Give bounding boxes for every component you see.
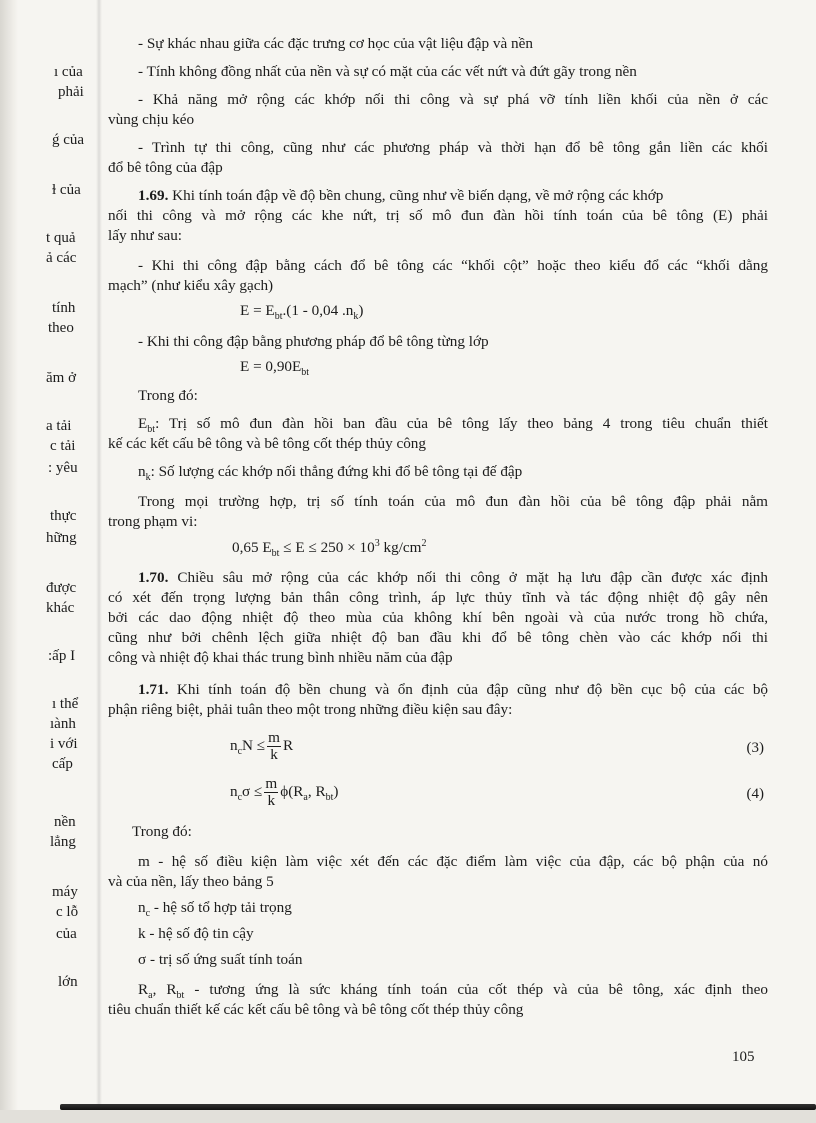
formula-sub: bt [274,311,283,323]
page-fold-shadow [96,0,102,1123]
formula-part: n [230,782,238,800]
text-line: kế các kết cấu bê tông và bê tông cốt thép thủy công [108,435,426,452]
symbol-sub: a [148,990,153,1000]
margin-fragment: ɫ của [52,182,81,198]
text-line: nối thi công và mở rộng các khe nứt, trị số mô đun đàn hồi tính toán của bê tông (E) phải [108,207,768,224]
equation-3 [230,730,293,763]
text-span: Chiều sâu mở rộng của các khớp nối thi công ở mặt hạ lưu đập cần được xác định [177,569,768,586]
symbol: n [138,899,146,916]
margin-fragment: được [46,580,77,596]
formula-sub: bt [301,367,310,379]
text-line: và của nền, lấy theo bảng 5 [108,873,274,890]
fraction-denominator: k [267,792,276,809]
symbol-sub: bt [176,990,185,1000]
text-span: Khi tính toán độ bền chung và ổn định của đập cũng như độ bền cục bộ của các bộ [176,681,768,698]
scan-bottom-strip [0,1110,816,1123]
text-line: có xét đến trọng lượng bản thân công trình, áp lực thủy tĩnh và tác động nhiệt độ gây nên [108,589,768,606]
fraction-numerator: m [265,775,278,792]
definition-r [138,980,768,1000]
text-line: - Trình tự thi công, cũng như các phương pháp và thời hạn đổ bê tông gắn liền các khối [138,139,768,156]
margin-fragment: ǵ của [52,132,85,148]
text-line: Trong đó: [132,823,192,840]
text-line: - Tính không đồng nhất của nền và sự có mặt của các vết nứt và đứt gãy trong nền [138,63,637,80]
margin-fragment: theo [48,320,74,336]
text-line: - Sự khác nhau giữa các đặc trưng cơ học của vật liệu đập và nền [138,35,533,52]
text-line: vùng chịu kéo [108,111,195,128]
fraction-numerator: m [268,729,280,746]
margin-fragment: khác [46,600,75,616]
margin-fragment: ıành [50,716,76,732]
margin-fragment: cấp [52,756,73,772]
symbol-sub: c [145,908,151,920]
formula-part: σ ≤ [242,782,263,800]
margin-fragment: ăm ở [46,370,77,386]
margin-fragment: ả các [46,250,77,266]
margin-fragment: tính [52,300,76,316]
text-line: - Khả năng mở rộng các khớp nối thi công và sự phá vỡ tính liền khối của nền ở các [138,91,768,108]
text-line: đổ bê tông của đập [108,159,223,176]
equation-number: (4) [746,786,764,802]
margin-fragment: ı thể [52,696,79,712]
formula-sub: bt [271,548,280,560]
section-number: 1.70. [138,569,169,586]
margin-fragment: a tải [46,418,72,434]
text-line: mạch” (như kiểu xây gạch) [108,277,274,294]
text-line: - Khi thi công đập bằng cách đổ bê tông các “khối cột” hoặc theo kiểu đổ các “khối dằng [138,257,768,274]
formula-sub: c [237,792,243,804]
text-line: trong phạm vi: [108,513,198,530]
section-number: 1.69. [138,187,169,204]
section-1-71-line [138,680,768,700]
book-spine-shadow [0,0,18,1123]
page-number: 105 [732,1049,755,1065]
formula-part: 0,65 E [232,539,272,557]
formula-sub: a [303,792,308,804]
section-1-70-line [138,568,768,588]
formula-part: E = 0,90E [240,358,302,375]
text-line: lấy như sau: [108,227,183,244]
margin-fragment: của [56,926,77,942]
formula-e-range [232,538,426,559]
formula-part: , R [307,782,326,800]
definition-nk [138,462,768,488]
formula-e-layer [240,358,309,378]
symbol: n [138,463,146,480]
margin-fragment: hững [46,530,77,546]
formula-part: n [230,736,238,754]
formula-part: R [282,736,294,754]
formula-e-column-blocks [240,302,363,322]
equation-number: (3) [746,740,764,756]
margin-fragment: c tải [50,438,76,454]
margin-fragment: : yêu [48,460,78,476]
formula-part: N ≤ [242,736,266,754]
margin-fragment: c lỗ [56,904,79,920]
text-line: cũng như bởi chênh lệch giữa nhiệt độ ban đầu khi đổ bê tông chèn vào các khớp nối thi [108,629,768,646]
definition-nc [138,898,768,924]
margin-fragment: t quả [46,230,76,246]
formula-sup: 2 [421,538,427,549]
text-span: : Số lượng các khớp nối thẳng đứng khi đổ bê tông tại đế đập [150,463,523,480]
formula-part: ) [358,302,364,319]
formula-sub: bt [325,792,334,804]
symbol: R [138,981,149,998]
definition-k: k - hệ số độ tin cậy [138,925,254,942]
formula-part: .(1 - 0,04 .n [282,302,354,319]
text-line: tiêu chuẩn thiết kế các kết cấu bê tông và bê tông cốt thép thủy công [108,1001,524,1018]
text-line: công và nhiệt độ khai thác trung bình nhiều năm của đập [108,649,453,666]
formula-part: ≤ E ≤ 250 × 10 [279,539,375,557]
margin-fragment: lẳng [50,834,76,850]
symbol-sub: k [145,472,151,484]
text-span: Khi tính toán đập về độ bền chung, cũng như về biến dạng, về mở rộng các khớp [172,187,664,204]
text-span: - tương ứng là sức kháng tính toán của cốt thép và của bê tông, xác định theo [184,981,768,998]
formula-sup: 3 [374,538,380,549]
text-span: : Trị số mô đun đàn hồi ban đầu của bê tông lấy theo bảng 4 trong tiêu chuẩn thiết [155,415,768,432]
formula-part: kg/cm [379,539,422,557]
definition-m: m - hệ số điều kiện làm việc xét đến các đặc điểm làm việc của đập, các bộ phận của nó [138,853,768,870]
formula-part: E = E [240,302,275,319]
definition-ebt [138,414,768,434]
margin-fragment: nền [54,814,76,830]
margin-fragment: i với [50,736,78,752]
formula-part: ) [333,782,339,800]
equation-4 [230,776,338,809]
text-line: Trong đó: [138,387,198,404]
section-1-69-line [138,186,768,206]
text-span: - hệ số tổ hợp tải trọng [150,899,292,916]
section-number: 1.71. [138,681,169,698]
formula-part: ϕ(R [280,782,304,800]
margin-fragment: :ấp I [48,648,76,664]
text-line: - Khi thi công đập bằng phương pháp đổ bê tông từng lớp [138,333,489,350]
fraction [264,776,278,809]
text-line: bởi các dao động nhiệt độ theo mùa của không khí bên ngoài và của nước trong hồ chứa, [108,609,768,626]
margin-fragment: ı của [54,64,83,80]
text-line: Trong mọi trường hợp, trị số tính toán của mô đun đàn hồi của bê tông đập phải nằm [138,493,768,510]
formula-sub: k [353,311,359,323]
definition-sigma: σ - trị số ứng suất tính toán [138,951,303,968]
margin-fragment: phải [58,84,84,100]
symbol-sub: bt [147,424,156,434]
symbol: E [138,415,148,432]
margin-fragment: thực [50,508,77,524]
formula-sub: c [237,746,243,758]
fraction [267,730,281,763]
margin-fragment: lớn [58,974,78,990]
margin-fragment: máy [52,884,78,900]
symbol: , R [152,981,177,998]
fraction-denominator: k [270,746,278,763]
text-line: phận riêng biệt, phải tuân theo một trong những điều kiện sau đây: [108,701,513,718]
